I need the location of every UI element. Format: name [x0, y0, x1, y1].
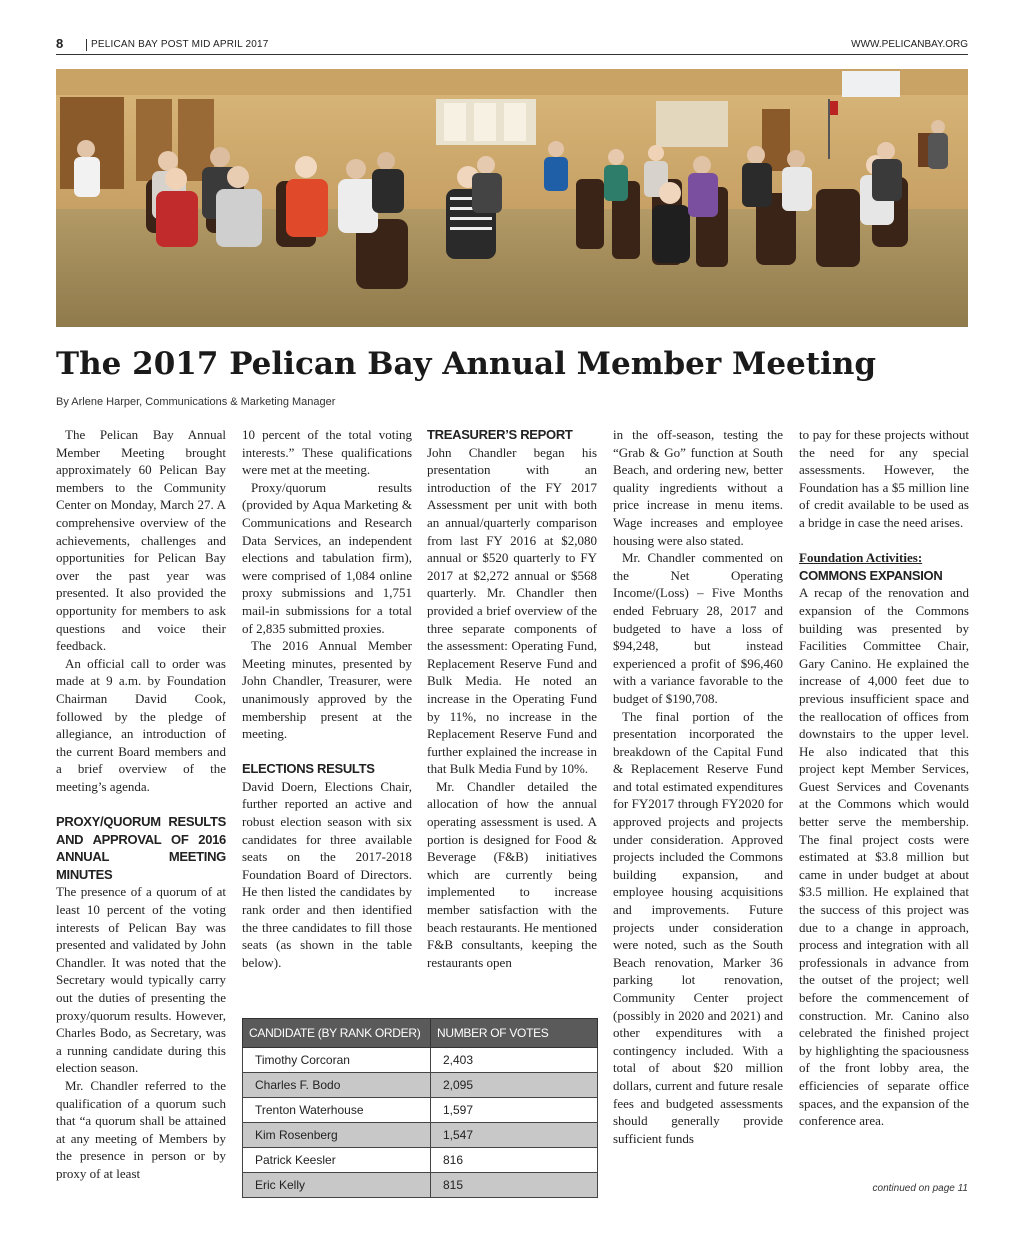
vote-count: 2,095	[431, 1073, 598, 1098]
column-3	[427, 426, 597, 971]
vote-count: 1,597	[431, 1098, 598, 1123]
paragraph: The final portion of the presentation incorporated the breakdown of the Capital Fund & Replacement Reserve Fund and total estimated expenditures for FY2017 through FY2020 for approved projects and projects under consideration. Approved projects included the Commons building expansion, and employee housing acquisitions and improvements. Future projects under consideration were noted, such as the South Beach renovation, Marker 36 parking lot renovation, Community Center project (possibly in 2020 and 2021) and other expenditures with a contingency included. With a total of about $20 million dollars, current and future resale fees and budgeted assessments should generally provide sufficient funds	[613, 708, 783, 1146]
paragraph: The presence of a quorum of at least 10 percent of the voting interests of Pelican Bay was presented and validated by John Chandler. It was noted that the Secretary would typically carry out the duties of presenting the proxy/quorum results. However, Charles Bodo, as Secretary, was a running candidate during this election season.	[56, 884, 226, 1076]
paragraph: Proxy/quorum results (provided by Aqua Marketing & Communications and Research Data Services, an independent elections and tabulation firm), were comprised of 1,084 online proxy submissions and 1,751 mail-in submissions for a total of 2,835 submitted proxies.	[242, 479, 412, 636]
vote-count: 815	[431, 1173, 598, 1198]
paragraph: John Chandler began his presentation with an introduction of the FY 2017 Assessment per unit with both an annual/quarterly comparison from last FY 2016 at $2,080 annual or $520 quarterly to FY 2017 at $2,272 annual or $568 quarterly. Mr. Chandler then provided a brief overview of the three separate components of the assessment: Operating Fund, Replacement Reserve Fund and Bulk Media. He noted an increase in the Operating Fund by 11%, no increase in the Replacement Reserve Fund and further explained the increase in that Bulk Media Fund by 10%.	[427, 444, 597, 777]
continued-note: continued on page 11	[872, 1183, 968, 1194]
column-4	[613, 426, 783, 1147]
article-byline: By Arlene Harper, Communications & Marketing Manager	[56, 396, 336, 408]
paragraph: David Doern, Elections Chair, further reported an active and robust election season with six candidates for three available seats on the 2017-2018 Foundation Board of Directors. He then listed the candidates by rank order and then identified the three candidates to fill those seats (as shown in the table below).	[242, 778, 412, 970]
column-5	[799, 426, 969, 1130]
candidate-name: Eric Kelly	[243, 1173, 431, 1198]
table-row	[243, 1148, 598, 1173]
subsection-heading: Foundation Activities:	[799, 550, 923, 566]
section-heading: PROXY/QUORUM RESULTS AND APPROVAL OF 2016 ANNUAL MEETING MINUTES	[56, 814, 226, 882]
vote-count: 816	[431, 1148, 598, 1173]
column-header-votes: NUMBER OF VOTES	[431, 1019, 598, 1048]
page-number: 8	[56, 36, 64, 51]
column-2	[242, 426, 412, 971]
candidate-name: Kim Rosenberg	[243, 1123, 431, 1148]
section-heading: ELECTIONS RESULTS	[242, 761, 375, 777]
paragraph: 10 percent of the total voting interests.” These qualifications were met at the meeting.	[242, 427, 412, 478]
vote-count: 1,547	[431, 1123, 598, 1148]
column-1	[56, 426, 226, 1183]
column-header-candidate: CANDIDATE (BY RANK ORDER)	[243, 1019, 431, 1048]
article-title: The 2017 Pelican Bay Annual Member Meeting	[56, 346, 877, 382]
page-header	[56, 36, 968, 55]
candidate-name: Charles F. Bodo	[243, 1073, 431, 1098]
paragraph: Mr. Chandler commented on the Net Operating Income/(Loss) – Five Months ended February 28, 2017 and budgeted to have a loss of $94,248, but instead experienced a profit of $96,460 with a variance favorable to the budget of $190,708.	[613, 550, 783, 706]
table-header-row	[243, 1019, 598, 1048]
paragraph: Mr. Chandler referred to the qualification of a quorum such that “a quorum shall be attained at any meeting of Members by the presence in person or by proxy of at least	[56, 1077, 226, 1181]
section-heading: COMMONS EXPANSION	[799, 567, 943, 583]
paragraph: A recap of the renovation and expansion of the Commons building was presented by Facilities Committee Chair, Gary Canino. He explained the increase of 4,000 feet due to previous insufficient space and the reallocation of offices from downstairs to the upper level. He also indicated that this project kept Member Services, Guest Services and Covenants at the Commons which would better serve the membership. The final project costs were estimated at $3.8 million but came in under budget at about $3.5 million. He explained that the success of this project was due to a change in approach, process and integration with all professionals in advance from the outset of the project; well before the commencement of construction. Mr. Canino also celebrated the finished project by highlighting the spaciousness of the front lobby area, the efficiencies of separate office spaces, and the expansion of the conference area.	[799, 585, 969, 1129]
election-results-table	[242, 1018, 598, 1198]
table-row	[243, 1073, 598, 1098]
paragraph: Mr. Chandler detailed the allocation of how the annual operating assessment is used. A portion is designed for Food & Beverage (F&B) initiatives which are currently being implemented to increase member satisfaction with the beach restaurants. He mentioned F&B consultants, keeping the restaurants open	[427, 778, 597, 970]
paragraph: to pay for these projects without the need for any special assessments. However, the Foundation has a $5 million line of credit available to be used as a bridge in case the need arises.	[799, 427, 969, 530]
paragraph: The Pelican Bay Annual Member Meeting brought approximately 60 Pelican Bay members to the Community Center on Monday, March 27. A comprehensive overview of the achievements, challenges and opportunities for Pelican Bay over the past year was presented. It also provided the opportunity for members to ask questions and voice their feedback.	[56, 427, 226, 654]
paragraph: in the off-season, testing the “Grab & Go” function at South Beach, and ordering new, better quality ingredients without a price increase in menu items. Wage increases and employee housing were also stated.	[613, 427, 783, 548]
table-row	[243, 1098, 598, 1123]
paragraph: An official call to order was made at 9 a.m. by Foundation Chairman David Cook, followed by the pledge of allegiance, an introduction of the current Board members and a brief overview of the meeting’s agenda.	[56, 655, 226, 794]
table-row	[243, 1123, 598, 1148]
publication-title: PELICAN BAY POST MID APRIL 2017	[86, 39, 269, 51]
candidate-name: Timothy Corcoran	[243, 1048, 431, 1073]
section-heading: TREASURER’S REPORT	[427, 427, 573, 442]
table-row	[243, 1048, 598, 1073]
meeting-photo	[56, 69, 968, 327]
candidate-name: Trenton Waterhouse	[243, 1098, 431, 1123]
table-row	[243, 1173, 598, 1198]
website-url: WWW.PELICANBAY.ORG	[851, 39, 968, 50]
candidate-name: Patrick Keesler	[243, 1148, 431, 1173]
paragraph: The 2016 Annual Member Meeting minutes, presented by John Chandler, Treasurer, were unanimously approved by the membership present at the meeting.	[242, 638, 412, 742]
vote-count: 2,403	[431, 1048, 598, 1073]
